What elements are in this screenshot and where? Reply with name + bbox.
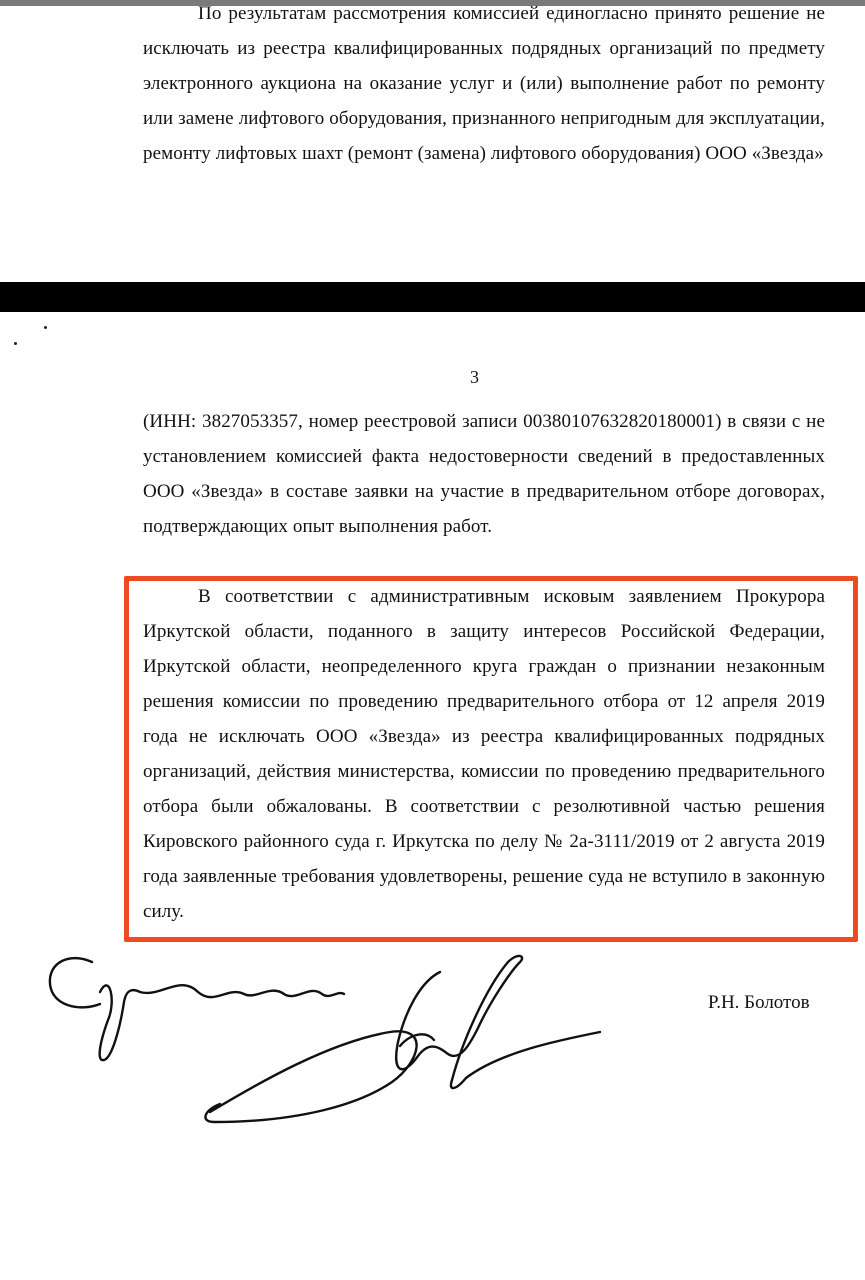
- handwriting-c: [50, 958, 100, 1007]
- highlighted-paragraph: В соответствии с административным исковым заявлением Прокурора Иркутской области, поданного в защиту интересов Российской Федерации, Иркутской области, неопределенного круга граждан о признании незаконным решения комиссии по проведению предварительного отбора от 12 апреля 2019 года не исключать ООО «Звезда» из реестра квалифицированных подрядных организаций, действия министерства, комиссии по проведению предварительного отбора были обжалованы. В соответствии с резолютивной частью решения Кировского районного суда г. Иркутска по делу № 2а-3111/2019 от 2 августа 2019 года заявленные требования удовлетворены, решение суда не вступило в законную силу.: [143, 586, 825, 922]
- continuation-paragraph: (ИНН: 3827053357, номер реестровой записи 0038010763282018000​1) в связи с не установлением комиссией факта недостоверности сведений в предоставленных ООО «Звезда» в составе заявки на участие в предварительном отборе договорах, подтверждающих опыт выполнения работ.: [143, 411, 825, 537]
- signature-stroke: [396, 956, 600, 1088]
- handwriting-uvazheniem: [100, 985, 344, 1060]
- signer-name: Р.Н. Болотов: [708, 992, 810, 1013]
- scan-speck: [44, 326, 47, 329]
- document-page-bottom: [0, 312, 865, 1280]
- signature-loop: [205, 1031, 416, 1122]
- document-page-top: [0, 6, 865, 282]
- decision-paragraph: По результатам рассмотрения комиссией единогласно принято решение не исключать из реестра квалифицированных подрядных организаций по предмету электронного аукциона на оказание услуг и (или) выполнение работ по ремонту или замене лифтового оборудования, признанного непригодным для эксплуатации, ремонту лифтовых шахт (ремонт (замена) лифтового оборудования) ООО «Звезда»: [143, 6, 825, 164]
- page-number: 3: [470, 367, 479, 387]
- scan-speck: [14, 342, 17, 345]
- handwritten-signature: [0, 932, 640, 1132]
